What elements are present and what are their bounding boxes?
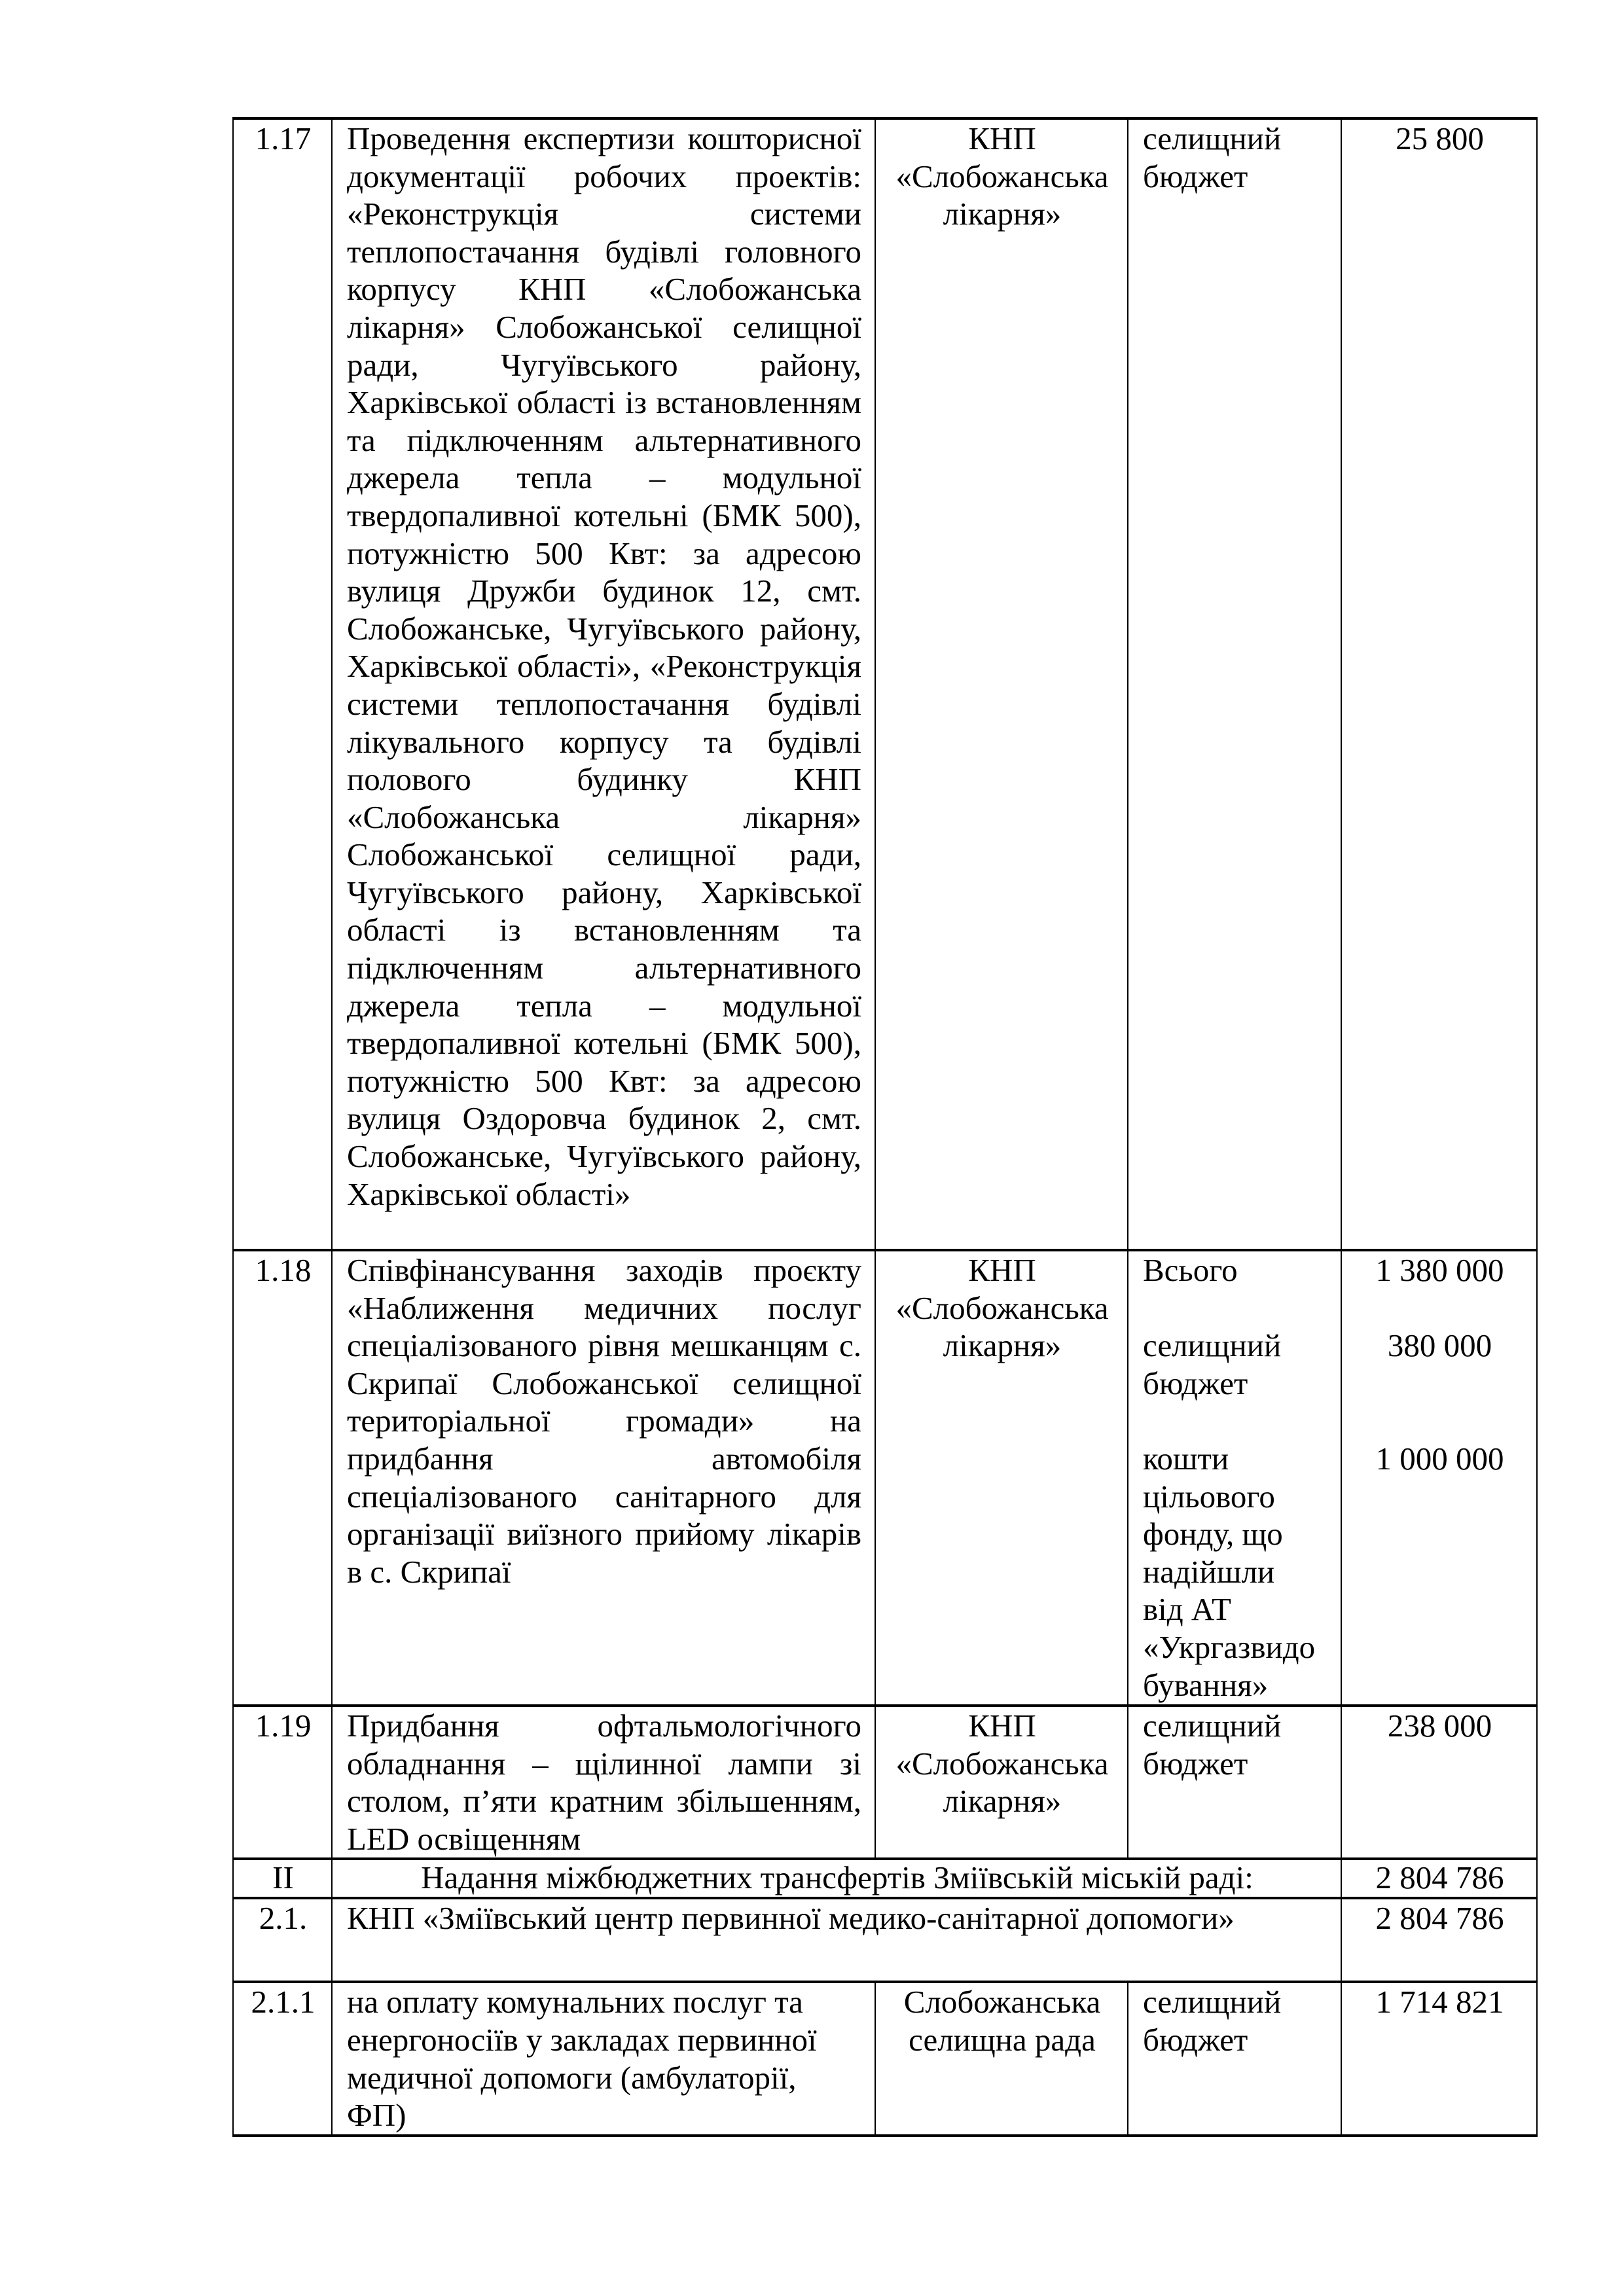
row-description: Проведення експертизи кошторисної документації робочих проектів: «Реконструкція системи теплопостачання будівлі головного корпусу КНП «Слобожанська лікарня» Слобожанської селищної ради, Чугуївського району, Харківської області із встановленням та підключенням альтернативного джерела тепла – модульної твердопаливної котельні (БМК 500), потужністю 500 Квт: за адресою вулиця Дружби будинок 12, смт. Слобожанське, Чугуївського району, Харківської області», «Реконструкція системи теплопостачання будівлі лікувального корпусу та будівлі полового будинку КНП «Слобожанська лікарня» Слобожанської селищної ради, Чугуївського району, Харківської області із встановленням та підключенням альтернативного джерела тепла – модульної твердопаливної котельні (БМК 500), потужністю 500 Квт: за адресою вулиця Оздоровча будинок 2, смт. Слобожанське, Чугуївського району, Харківської області» bbox=[332, 118, 875, 1250]
row-description: Придбання офтальмологічного обладнання – щілинної лампи зі столом, п’яти кратним збільшенням, LED освіщенням bbox=[332, 1706, 875, 1859]
table-row bbox=[233, 118, 1537, 1250]
amount-local-budget: 380 000 bbox=[1387, 1327, 1492, 1364]
row-amount: 25 800 bbox=[1341, 118, 1537, 1250]
spacer bbox=[1143, 1289, 1327, 1327]
row-number: 2.1.1 bbox=[233, 1982, 332, 2135]
row-number: 1.19 bbox=[233, 1706, 332, 1859]
spacer bbox=[1143, 1402, 1327, 1440]
section-row bbox=[233, 1859, 1537, 1898]
subsection-row bbox=[233, 1898, 1537, 1982]
row-executor: КНП «Слобожанська лікарня» bbox=[875, 1706, 1128, 1859]
row-amount: 2 804 786 bbox=[1341, 1898, 1537, 1982]
row-number: 1.17 bbox=[233, 118, 332, 1250]
row-description: на оплату комунальних послуг та енергоносіїв у закладах первинної медичної допомоги (амбулаторії, ФП) bbox=[332, 1982, 875, 2135]
table-row bbox=[233, 1982, 1537, 2135]
funding-source-target-fund: кошти цільового фонду, що надійшли від АТ «Укргазвидо бування» bbox=[1143, 1440, 1316, 1703]
row-funding-source: селищний бюджет bbox=[1128, 1982, 1341, 2135]
row-executor: Слобожанська селищна рада bbox=[875, 1982, 1128, 2135]
row-executor: КНП «Слобожанська лікарня» bbox=[875, 1250, 1128, 1706]
row-description: Співфінансування заходів проєкту «Наближення медичних послуг спеціалізованого рівня мешканцям с. Скрипаї Слобожанської селищної територіальної громади» на придбання автомобіля спеціалізованого санітарного для організації виїзного прийому лікарів в с. Скрипаї bbox=[332, 1250, 875, 1706]
spacer bbox=[1356, 1289, 1523, 1327]
budget-table bbox=[232, 117, 1538, 2137]
row-number: 2.1. bbox=[233, 1898, 332, 1982]
table-row bbox=[233, 1706, 1537, 1859]
funding-source-local-budget: селищний бюджет bbox=[1143, 1327, 1282, 1401]
row-amount: 1 714 821 bbox=[1341, 1982, 1537, 2135]
row-funding-sources bbox=[1128, 1250, 1341, 1706]
subsection-title: КНП «Зміївський центр первинної медико-санітарної допомоги» bbox=[332, 1898, 1341, 1982]
spacer bbox=[1356, 1365, 1523, 1440]
section-amount: 2 804 786 bbox=[1341, 1859, 1537, 1898]
section-title: Надання міжбюджетних трансфертів Зміївській міській раді: bbox=[332, 1859, 1341, 1898]
section-number: II bbox=[233, 1859, 332, 1898]
table-row bbox=[233, 1250, 1537, 1706]
row-amount: 238 000 bbox=[1341, 1706, 1537, 1859]
row-funding-source: селищний бюджет bbox=[1128, 118, 1341, 1250]
amount-total: 1 380 000 bbox=[1375, 1252, 1504, 1288]
row-funding-source: селищний бюджет bbox=[1128, 1706, 1341, 1859]
row-amounts bbox=[1341, 1250, 1537, 1706]
row-executor: КНП «Слобожанська лікарня» bbox=[875, 118, 1128, 1250]
row-number: 1.18 bbox=[233, 1250, 332, 1706]
funding-source-total: Всього bbox=[1143, 1252, 1238, 1288]
amount-target-fund: 1 000 000 bbox=[1375, 1440, 1504, 1477]
